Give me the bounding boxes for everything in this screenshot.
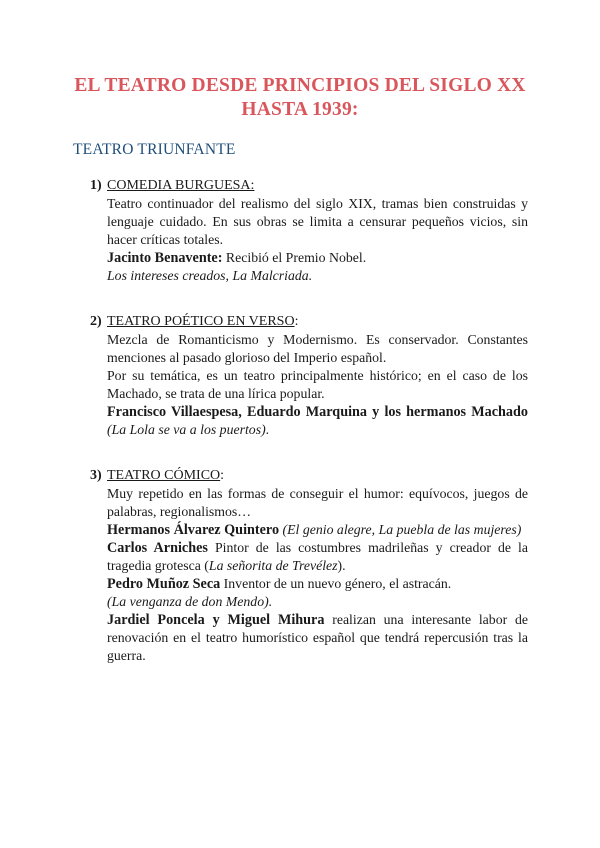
author-name: Carlos Arniches [107,540,208,556]
entry-text: (El genio alegre, La puebla de las mujeres) [279,522,522,537]
section-teatro-poetico [90,313,528,439]
author-name: Jacinto Benavente: [107,250,223,266]
section-teatro-comico [90,467,528,665]
section-description-2: Por su temática, es un teatro principalmente histórico; en el caso de los Machado, se trata de una lírica popular. [107,368,528,401]
section-number: 2) [90,314,102,329]
author-name: Pedro Muñoz Seca [107,576,221,592]
authors-line [107,403,528,439]
section-heading-suffix: : [220,468,225,483]
section-header [90,313,528,331]
entry-work-line: (La venganza de don Mendo). [107,594,273,609]
entry-text: Pintor de las costumbres madrileñas y creador de la tragedia grotesca ( [107,540,528,573]
author-line [107,249,528,267]
section-header [90,177,528,195]
section-subtitle: TEATRO TRIUNFANTE [73,141,236,158]
entry-arniches [107,539,528,575]
entry-jardiel-mihura [107,611,528,665]
section-heading-suffix: : [294,314,299,329]
section-number: 3) [90,468,102,483]
authors-names: Francisco Villaespesa, Eduardo Marquina y los hermanos Machado [107,404,528,420]
author-note: Recibió el Premio Nobel. [222,250,367,265]
entry-text: Inventor de un nuevo género, el astracán. [220,576,452,591]
entry-text: realizan una interesante labor de renovación en el teatro humorístico español que tendrá repercusión tras la guerra. [107,612,528,663]
section-heading: TEATRO POÉTICO EN VERSO [107,314,295,329]
section-comedia-burguesa [90,177,528,285]
entry-munoz-seca [107,575,528,593]
document-title: EL TEATRO DESDE PRINCIPIOS DEL SIGLO XX HASTA 1939: [74,75,526,120]
section-description: Muy repetido en las formas de conseguir el humor: equívocos, juegos de palabras, regionalismos… [107,486,528,519]
entry-alvarez-quintero [107,521,528,539]
section-heading: TEATRO CÓMICO [107,468,221,483]
section-description: Teatro continuador del realismo del siglo XIX, tramas bien construidas y lenguaje cuidado. En sus obras se limita a censurar pequeños vicios, sin hacer críticas totales. [107,196,528,247]
entry-after: ). [337,558,346,573]
section-body [107,485,528,665]
author-name: Hermanos Álvarez Quintero [107,522,280,538]
works-line: Los intereses creados, La Malcriada. [107,268,313,283]
section-heading: COMEDIA BURGUESA: [107,178,255,193]
works-title: (La Lola se va a los puertos) [107,422,266,437]
section-number: 1) [90,178,102,193]
section-header [90,467,528,485]
author-name: Jardiel Poncela y Miguel Mihura [107,612,325,628]
section-description: Mezcla de Romanticismo y Modernismo. Es conservador. Constantes menciones al pasado glorioso del Imperio español. [107,332,528,365]
works-suffix: . [265,422,270,437]
section-body [107,331,528,439]
entry-work: La señorita de Trevélez [208,558,338,573]
section-body [107,195,528,285]
